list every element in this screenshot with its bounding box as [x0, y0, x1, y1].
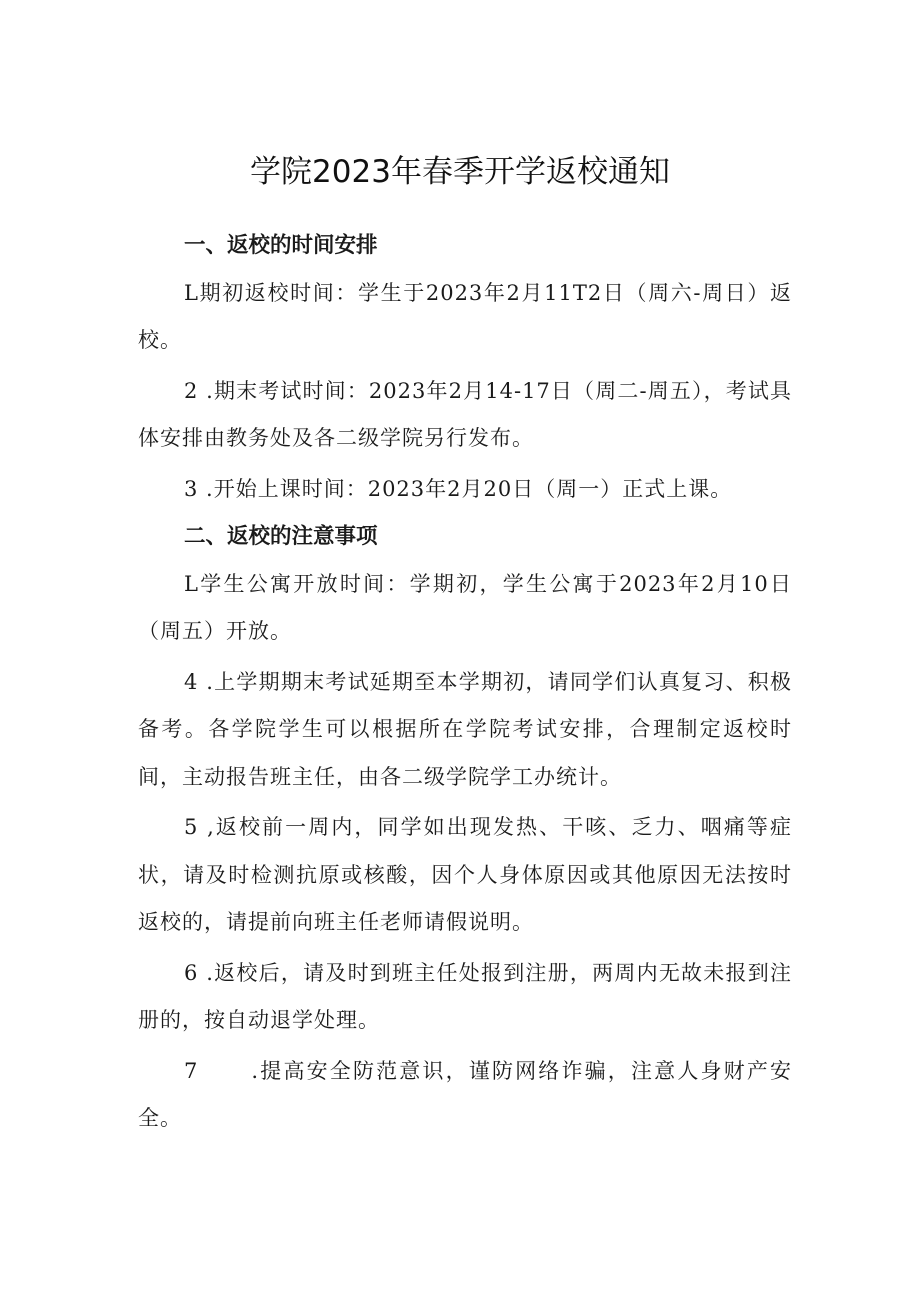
- paragraph: 5 ,返校前一周内，同学如出现发热、干咳、乏力、咽痛等症状，请及时检测抗原或核酸，因个人身体原因或其他原因无法按时返校的，请提前向班主任老师请假说明。: [138, 815, 792, 934]
- section-heading: 一、返校的时间安排: [184, 233, 378, 258]
- paragraph: 7 .提高安全防范意识，谨防网络诈骗，注意人身财产安全。: [138, 1058, 792, 1130]
- paragraph: L期初返校时间：学生于2023年2月11T2日（周六-周日）返校。: [138, 280, 792, 352]
- document-body: [138, 222, 792, 1143]
- paragraph: 4 .上学期期末考试延期至本学期初，请同学们认真复习、积极备考。各学院学生可以根据所在学院考试安排，合理制定返校时间，主动报告班主任，由各二级学院学工办统计。: [138, 669, 792, 789]
- section-notes: [138, 513, 792, 1143]
- section-heading: 二、返校的注意事项: [184, 524, 378, 549]
- section-time-schedule: [138, 222, 792, 513]
- document-title: 学院2023年春季开学返校通知: [250, 154, 670, 190]
- paragraph: L学生公寓开放时间：学期初，学生公寓于2023年2月10日（周五）开放。: [138, 571, 792, 643]
- paragraph: 6 .返校后，请及时到班主任处报到注册，两周内无故未报到注册的，按自动退学处理。: [138, 960, 792, 1032]
- paragraph: 3 .开始上课时间：2023年2月20日（周一）正式上课。: [184, 476, 733, 501]
- paragraph: 2 .期末考试时间：2023年2月14-17日（周二-周五），考试具体安排由教务处及各二级学院另行发布。: [138, 378, 792, 450]
